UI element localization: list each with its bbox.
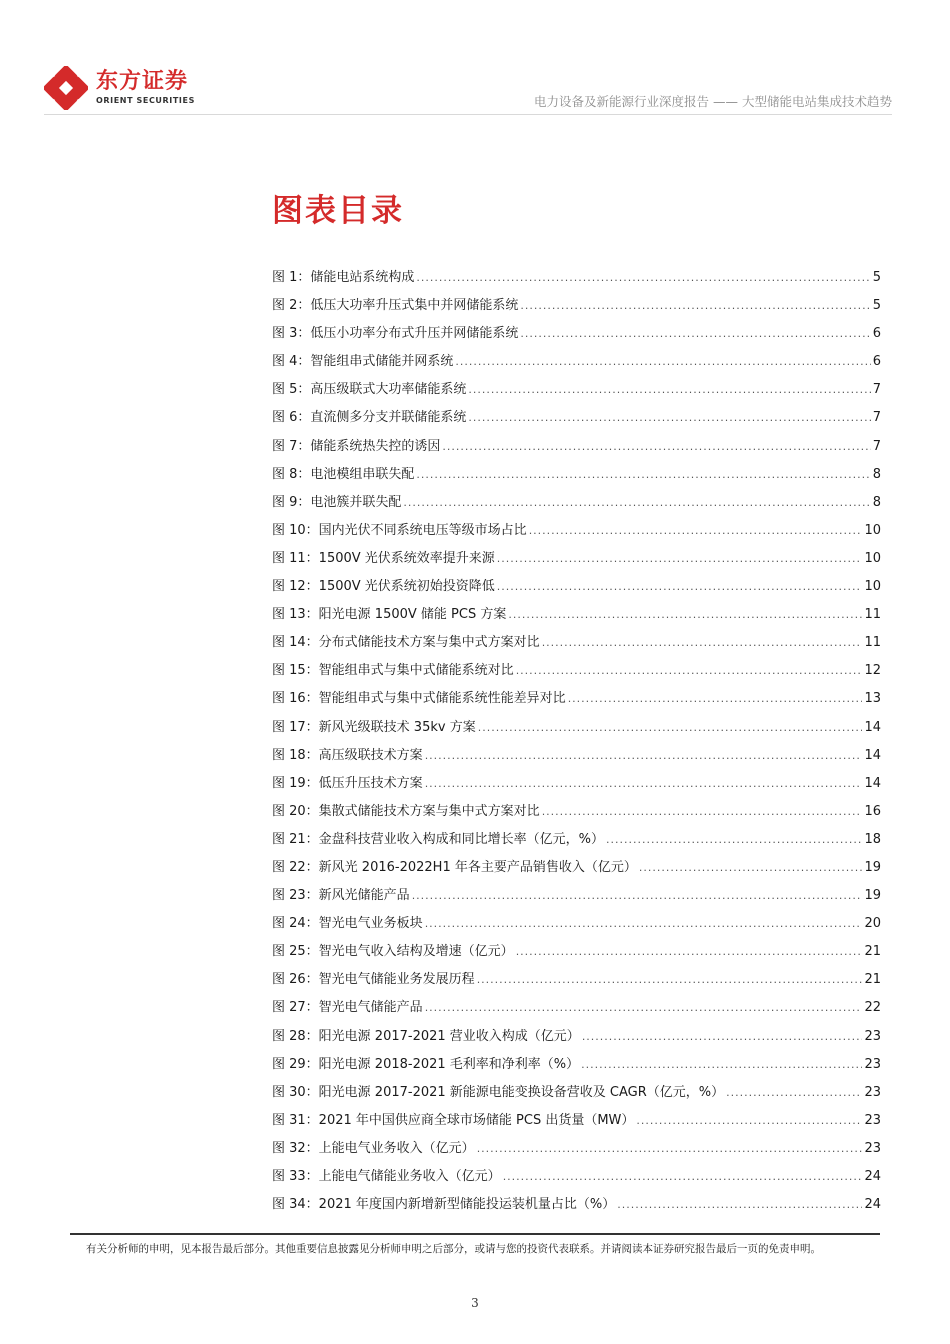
toc-entry-page: 24: [864, 1197, 881, 1213]
toc-entry[interactable]: [272, 376, 881, 404]
brand-logo: [44, 66, 195, 110]
toc-entry[interactable]: [272, 966, 881, 994]
toc-entry-label: 图 7：储能系统热失控的诱因: [272, 438, 441, 454]
toc-entry-label: 图 28：阳光电源 2017-2021 营业收入构成（亿元）: [272, 1028, 580, 1044]
toc-entry-label: 图 17：新风光级联技术 35kv 方案: [272, 719, 476, 735]
toc-entry-label: 图 29：阳光电源 2018-2021 毛利率和净利率（%）: [272, 1056, 580, 1072]
report-title: 电力设备及新能源行业深度报告 —— 大型储能电站集成技术趋势: [534, 94, 892, 109]
dot-leader: [582, 1023, 863, 1051]
toc-entry-label: 图 8：电池模组串联失配: [272, 466, 415, 482]
toc-entry-page: 16: [864, 803, 881, 819]
toc-entry[interactable]: [272, 517, 881, 545]
disclaimer-text: 有关分析师的申明，见本报告最后部分。其他重要信息披露见分析师申明之后部分，或请与您的投资代表联系。并请阅读本证券研究报告最后一页的免责申明。: [86, 1243, 821, 1255]
toc-entry[interactable]: [272, 320, 881, 348]
toc-entry-page: 5: [872, 270, 881, 285]
toc-entry-page: 8: [872, 466, 881, 482]
toc-entry-label: 图 15：智能组串式与集中式储能系统对比: [272, 663, 514, 679]
toc-entry[interactable]: [272, 910, 881, 938]
toc-entry-label: 图 22：新风光 2016-2022H1 年各主要产品销售收入（亿元）: [272, 859, 637, 875]
toc-entry[interactable]: [272, 882, 881, 910]
dot-leader: [425, 910, 863, 938]
toc-entry-page: 12: [864, 663, 881, 679]
dot-leader: [477, 1135, 863, 1163]
toc-entry-label: 图 6：直流侧多分支并联储能系统: [272, 410, 467, 426]
footer-divider: [70, 1233, 880, 1235]
dot-leader: [403, 489, 870, 517]
dot-leader: [497, 573, 863, 601]
toc-entry-page: 7: [872, 382, 881, 398]
toc-entry[interactable]: [272, 685, 881, 713]
toc-heading: 图表目录: [272, 193, 404, 229]
toc-entry-label: 图 21：金盘科技营业收入构成和同比增长率（亿元，%）: [272, 831, 605, 847]
dot-leader: [516, 938, 863, 966]
toc-entry[interactable]: [272, 348, 881, 376]
dot-leader: [477, 966, 863, 994]
toc-entry-page: 7: [872, 410, 881, 426]
toc-entry-label: 图 11：1500V 光伏系统效率提升来源: [272, 550, 495, 566]
toc-entry[interactable]: [272, 573, 881, 601]
toc-entry-page: 6: [872, 326, 881, 342]
toc-entry-page: 6: [872, 354, 881, 370]
dot-leader: [520, 320, 870, 348]
figure-list: [272, 264, 881, 1219]
toc-entry-page: 23: [864, 1084, 881, 1100]
toc-entry-label: 图 16：智能组串式与集中式储能系统性能差异对比: [272, 691, 566, 707]
dot-leader: [636, 1107, 862, 1135]
dot-leader: [542, 798, 863, 826]
dot-leader: [726, 1079, 862, 1107]
toc-entry-label: 图 30：阳光电源 2017-2021 新能源电能变换设备营收及 CAGR（亿元，%）: [272, 1084, 725, 1100]
toc-entry-page: 10: [864, 550, 881, 566]
toc-entry-page: 23: [864, 1112, 881, 1128]
dot-leader: [542, 629, 863, 657]
brand-name-cn: 东方证券: [96, 69, 189, 94]
toc-entry[interactable]: [272, 1135, 881, 1163]
toc-entry-label: 图 25：智光电气收入结构及增速（亿元）: [272, 944, 514, 960]
toc-entry-label: 图 19：低压升压技术方案: [272, 775, 423, 791]
toc-entry[interactable]: [272, 742, 881, 770]
toc-entry-page: 22: [864, 1000, 881, 1016]
toc-entry[interactable]: [272, 1023, 881, 1051]
toc-entry-label: 图 33：上能电气储能业务收入（亿元）: [272, 1169, 501, 1184]
toc-entry-label: 图 12：1500V 光伏系统初始投资降低: [272, 579, 495, 595]
dot-leader: [468, 376, 870, 404]
toc-entry-page: 11: [864, 607, 881, 623]
toc-entry-label: 图 27：智光电气储能产品: [272, 1000, 423, 1016]
toc-entry-label: 图 23：新风光储能产品: [272, 888, 410, 904]
toc-entry-page: 21: [864, 972, 881, 988]
dot-leader: [455, 348, 870, 376]
toc-entry-page: 8: [872, 494, 881, 510]
toc-entry-page: 19: [864, 888, 881, 904]
toc-entry-page: 5: [872, 298, 881, 314]
toc-entry[interactable]: [272, 798, 881, 826]
toc-entry-label: 图 18：高压级联技术方案: [272, 747, 423, 763]
dot-leader: [503, 1163, 863, 1191]
toc-entry[interactable]: [272, 292, 881, 320]
toc-entry-page: 7: [872, 438, 881, 454]
toc-entry-label: 图 13：阳光电源 1500V 储能 PCS 方案: [272, 607, 507, 623]
toc-entry-label: 图 9：电池簇并联失配: [272, 494, 402, 510]
toc-entry[interactable]: [272, 1051, 881, 1079]
toc-entry-label: 图 31：2021 年中国供应商全球市场储能 PCS 出货量（MW）: [272, 1112, 635, 1128]
toc-entry[interactable]: [272, 854, 881, 882]
toc-entry-label: 图 34：2021 年度国内新增新型储能投运装机量占比（%）: [272, 1197, 616, 1213]
toc-entry-page: 24: [864, 1169, 881, 1184]
toc-entry-page: 20: [864, 916, 881, 932]
dot-leader: [412, 882, 863, 910]
dot-leader: [639, 854, 863, 882]
toc-entry[interactable]: [272, 461, 881, 489]
toc-entry-label: 图 14：分布式储能技术方案与集中式方案对比: [272, 635, 540, 651]
toc-entry[interactable]: [272, 770, 881, 798]
toc-entry-label: 图 3：低压小功率分布式升压并网储能系统: [272, 326, 519, 342]
header-divider: [44, 114, 892, 115]
toc-entry-page: 23: [864, 1028, 881, 1044]
toc-entry-label: 图 5：高压级联式大功率储能系统: [272, 382, 467, 398]
dot-leader: [425, 994, 863, 1022]
dot-leader: [606, 826, 862, 854]
toc-entry-page: 14: [864, 747, 881, 763]
toc-entry-page: 10: [864, 522, 881, 538]
toc-entry[interactable]: [272, 545, 881, 573]
toc-entry[interactable]: [272, 489, 881, 517]
page-number: 3: [471, 1296, 479, 1310]
toc-entry[interactable]: [272, 433, 881, 461]
toc-entry-page: 18: [864, 831, 881, 847]
toc-entry-page: 10: [864, 579, 881, 595]
toc-entry[interactable]: [272, 1079, 881, 1107]
dot-leader: [468, 404, 870, 432]
brand-name-en: ORIENT SECURITIES: [96, 96, 195, 105]
toc-entry-page: 13: [864, 691, 881, 707]
toc-entry[interactable]: [272, 826, 881, 854]
dot-leader: [508, 601, 862, 629]
orient-logo-icon: [44, 66, 88, 110]
dot-leader: [529, 517, 863, 545]
toc-entry[interactable]: [272, 1107, 881, 1135]
toc-entry-page: 19: [864, 859, 881, 875]
dot-leader: [478, 714, 863, 742]
dot-leader: [516, 657, 863, 685]
toc-entry-page: 23: [864, 1056, 881, 1072]
toc-entry[interactable]: [272, 601, 881, 629]
dot-leader: [568, 685, 863, 713]
toc-entry[interactable]: [272, 714, 881, 742]
toc-entry[interactable]: [272, 404, 881, 432]
dot-leader: [497, 545, 863, 573]
toc-entry-label: 图 24：智光电气业务板块: [272, 916, 423, 932]
dot-leader: [416, 264, 870, 292]
toc-entry-label: 图 26：智光电气储能业务发展历程: [272, 972, 475, 988]
dot-leader: [617, 1191, 862, 1219]
dot-leader: [425, 770, 863, 798]
toc-entry[interactable]: [272, 1163, 881, 1191]
toc-entry[interactable]: [272, 629, 881, 657]
toc-entry-label: 图 4：智能组串式储能并网系统: [272, 354, 454, 370]
toc-entry[interactable]: [272, 1191, 881, 1219]
dot-leader: [425, 742, 863, 770]
dot-leader: [416, 461, 870, 489]
toc-entry-label: 图 10：国内光伏不同系统电压等级市场占比: [272, 522, 527, 538]
toc-entry-page: 14: [864, 775, 881, 791]
toc-entry[interactable]: [272, 994, 881, 1022]
toc-entry[interactable]: [272, 938, 881, 966]
toc-entry-page: 21: [864, 944, 881, 960]
toc-entry-label: 图 2：低压大功率升压式集中并网储能系统: [272, 298, 519, 314]
toc-entry-label: 图 32：上能电气业务收入（亿元）: [272, 1140, 475, 1156]
toc-entry-page: 14: [864, 719, 881, 735]
toc-entry-page: 23: [864, 1140, 881, 1156]
toc-entry-label: 图 20：集散式储能技术方案与集中式方案对比: [272, 803, 540, 819]
toc-entry-label: 图 1：储能电站系统构成: [272, 270, 415, 285]
dot-leader: [520, 292, 870, 320]
dot-leader: [581, 1051, 862, 1079]
toc-entry-page: 11: [864, 635, 881, 651]
toc-entry[interactable]: [272, 657, 881, 685]
dot-leader: [442, 433, 870, 461]
toc-entry[interactable]: [272, 264, 881, 292]
